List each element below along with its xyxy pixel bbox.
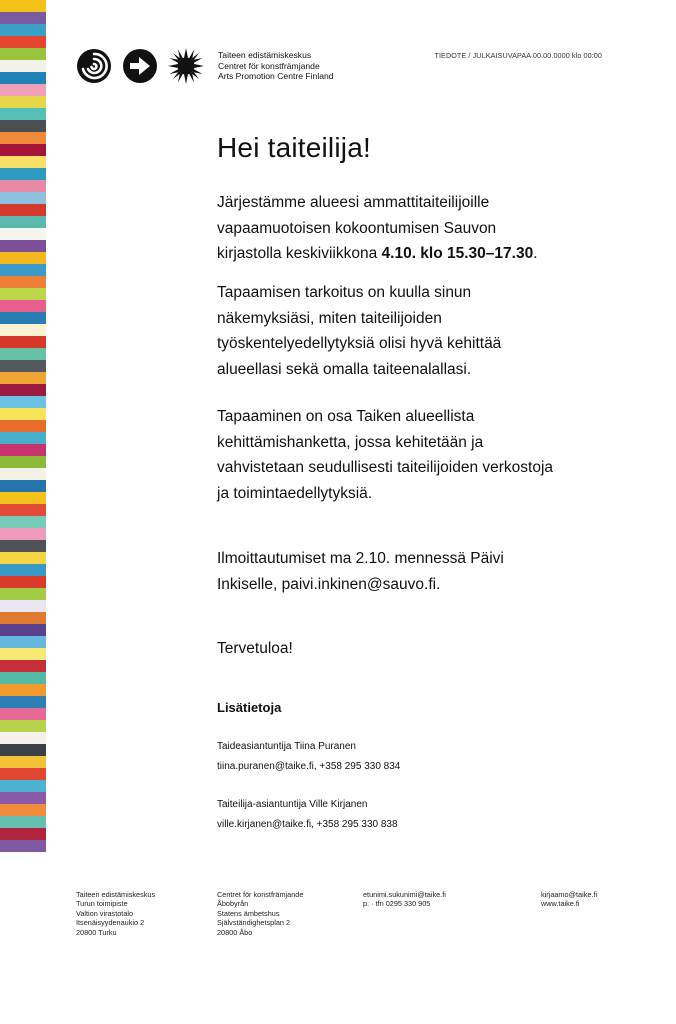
- footer-line: Valtion virastotalo: [76, 908, 134, 918]
- footer-line: Åbobyrån: [217, 899, 249, 909]
- color-stripe: [0, 132, 46, 144]
- decorative-stripe-bar: [0, 0, 46, 960]
- color-stripe: [0, 192, 46, 204]
- contact-2-name: Taiteilija-asiantuntija Ville Kirjanen: [217, 799, 368, 810]
- color-stripe: [0, 636, 46, 648]
- color-stripe: [0, 120, 46, 132]
- footer-line: 20800 Åbo: [217, 927, 253, 937]
- color-stripe: [0, 480, 46, 492]
- color-stripe: [0, 672, 46, 684]
- color-stripe: [0, 264, 46, 276]
- color-stripe: [0, 780, 46, 792]
- color-stripe: [0, 96, 46, 108]
- color-stripe: [0, 576, 46, 588]
- color-stripe: [0, 0, 46, 12]
- color-stripe: [0, 720, 46, 732]
- footer-line: Taiteen edistämiskeskus: [76, 890, 156, 899]
- color-stripe: [0, 204, 46, 216]
- press-release-label: TIEDOTE / JULKAISUVAPAA 00.00.0000 klo 00:00: [434, 51, 602, 60]
- org-name-fi: Taiteen edistämiskeskus: [218, 50, 312, 60]
- greeting-heading: Hei taiteilija!: [217, 132, 371, 163]
- footer-line: Centret för konstfrämjande: [217, 890, 304, 899]
- contact-1-details: tiina.puranen@taike.fi, +358 295 330 834: [217, 761, 401, 772]
- footer-col-sv: [217, 890, 303, 937]
- paragraph-invitation: [217, 190, 557, 267]
- color-stripe: [0, 240, 46, 252]
- color-stripe: [0, 600, 46, 612]
- color-stripe: [0, 612, 46, 624]
- color-stripe: [0, 168, 46, 180]
- color-stripe: [0, 48, 46, 60]
- invitation-text: Järjestämme alueesi ammattitaiteilijoille vapaamuotoisen kokoontumisen Sauvon kirjastolla keskiviikkona: [217, 194, 497, 263]
- color-stripe: [0, 756, 46, 768]
- footer-line: Självständighetsplan 2: [217, 918, 291, 928]
- color-stripe: [0, 528, 46, 540]
- color-stripe: [0, 732, 46, 744]
- arrow-circle-icon: [122, 48, 158, 84]
- color-stripe: [0, 708, 46, 720]
- color-stripe: [0, 624, 46, 636]
- color-stripe: [0, 360, 46, 372]
- footer-col-fi: [76, 890, 155, 937]
- color-stripe: [0, 792, 46, 804]
- event-time: 4.10. klo 15.30–17.30: [381, 245, 534, 263]
- spiral-icon: [76, 48, 112, 84]
- color-stripe: [0, 660, 46, 672]
- footer-line: Itsenäisyydenaukio 2: [76, 918, 145, 928]
- color-stripe: [0, 72, 46, 84]
- color-stripe: [0, 420, 46, 432]
- footer-line: 20800 Turku: [76, 927, 117, 937]
- footer-line: Turun toimipiste: [76, 899, 128, 909]
- welcome-text: Tervetuloa!: [217, 640, 293, 657]
- color-stripe: [0, 504, 46, 516]
- color-stripe: [0, 816, 46, 828]
- footer-website: www.taike.fi: [541, 899, 580, 909]
- contact-2-details: ville.kirjanen@taike.fi, +358 295 330 838: [217, 819, 398, 830]
- color-stripe: [0, 180, 46, 192]
- paragraph-project: Tapaaminen on osa Taiken alueellista kehittämishanketta, jossa kehitetään ja vahvistetaan seudullisesti taiteilijoiden verkostoja ja toimintaedellytyksiä.: [217, 408, 554, 503]
- color-stripe: [0, 228, 46, 240]
- color-stripe: [0, 828, 46, 840]
- color-stripe: [0, 312, 46, 324]
- color-stripe: [0, 156, 46, 168]
- footer-col-contact: [363, 890, 446, 909]
- color-stripe: [0, 516, 46, 528]
- footer-line: Statens ämbetshus: [217, 908, 280, 918]
- color-stripe: [0, 408, 46, 420]
- color-stripe: [0, 300, 46, 312]
- color-stripe: [0, 456, 46, 468]
- color-stripe: [0, 216, 46, 228]
- color-stripe: [0, 564, 46, 576]
- color-stripe: [0, 804, 46, 816]
- color-stripe: [0, 108, 46, 120]
- color-stripe: [0, 252, 46, 264]
- color-stripe: [0, 336, 46, 348]
- color-stripe: [0, 744, 46, 756]
- contact-1-name: Taideasiantuntija Tiina Puranen: [217, 741, 356, 752]
- color-stripe: [0, 288, 46, 300]
- invitation-end: .: [533, 245, 538, 263]
- org-name-sv: Centret för konstfrämjande: [218, 60, 320, 71]
- color-stripe: [0, 468, 46, 480]
- paragraph-registration: Ilmoittautumiset ma 2.10. mennessä Päivi Inkiselle, paivi.inkinen@sauvo.fi.: [217, 550, 504, 593]
- footer-email: etunimi.sukunimi@taike.fi: [363, 890, 446, 899]
- color-stripe: [0, 144, 46, 156]
- color-stripe: [0, 384, 46, 396]
- color-stripe: [0, 444, 46, 456]
- color-stripe: [0, 540, 46, 552]
- color-stripe: [0, 276, 46, 288]
- color-stripe: [0, 324, 46, 336]
- footer-registry-email: kirjaamo@taike.fi: [541, 890, 598, 899]
- org-name-en: Arts Promotion Centre Finland: [218, 71, 334, 82]
- color-stripe: [0, 492, 46, 504]
- footer-col-registry: [541, 890, 597, 909]
- color-stripe: [0, 372, 46, 384]
- footer-phone: p. · tfn 0295 330 905: [363, 899, 431, 909]
- color-stripe: [0, 588, 46, 600]
- color-stripe: [0, 396, 46, 408]
- color-stripe: [0, 552, 46, 564]
- color-stripe: [0, 60, 46, 72]
- color-stripe: [0, 696, 46, 708]
- sun-burst-icon: [168, 48, 204, 84]
- color-stripe: [0, 24, 46, 36]
- more-info-heading: Lisätietoja: [217, 700, 282, 715]
- color-stripe: [0, 348, 46, 360]
- color-stripe: [0, 840, 46, 852]
- color-stripe: [0, 84, 46, 96]
- paragraph-purpose: Tapaamisen tarkoitus on kuulla sinun näkemyksiäsi, miten taiteilijoiden työskentelyedellytyksiä olisi hyvä kehittää alueellasi sekä omalla taiteenalallasi.: [217, 284, 502, 379]
- color-stripe: [0, 648, 46, 660]
- color-stripe: [0, 12, 46, 24]
- organization-names: [218, 50, 334, 82]
- color-stripe: [0, 432, 46, 444]
- color-stripe: [0, 684, 46, 696]
- color-stripe: [0, 768, 46, 780]
- color-stripe: [0, 36, 46, 48]
